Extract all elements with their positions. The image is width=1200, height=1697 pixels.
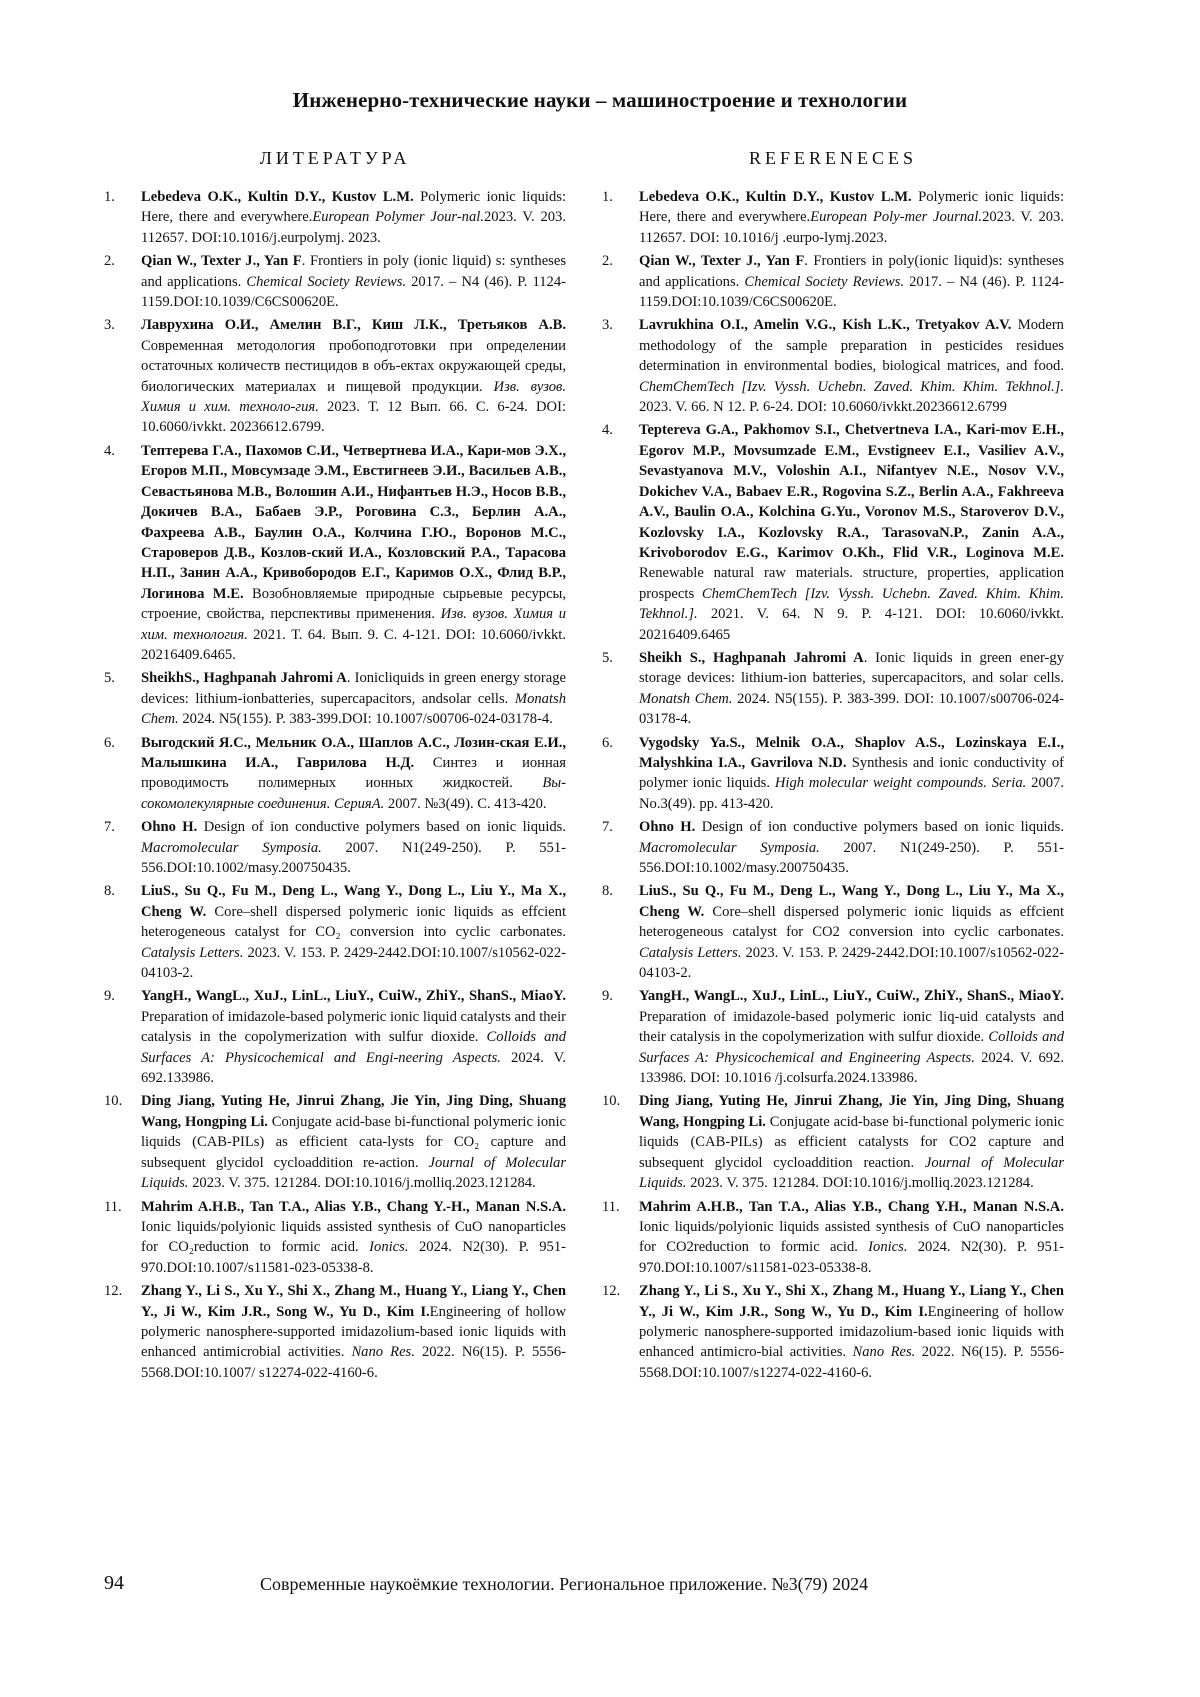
reference-authors: Выгодский Я.С., Мельник О.А., Шаплов А.С., Лозин-ская Е.И., Малышкина И.А., Гаврилова Н.Д.: [141, 734, 566, 771]
reference-item: [602, 420, 1064, 644]
reference-title: Conjugate acid-base bi-functional polymeric ionic liquids (CAB-PILs) as efficient cata-lysts for CO₂ capture and subsequent glycidol cycloaddition re-action.: [141, 1113, 566, 1171]
reference-authors: Zhang Y., Li S., Xu Y., Shi X., Zhang M., Huang Y., Liang Y., Chen Y., Ji W., Kim J.R., Song W., Yu D., Kim I.: [639, 1283, 1064, 1320]
reference-number: 6.: [602, 734, 613, 751]
reference-details: 2023. V. 203. 112657. DOI:10.1016/j.eurpolymj. 2023.: [141, 209, 566, 246]
reference-number: 3.: [602, 317, 613, 334]
reference-journal: Catalysis Letters.: [639, 944, 742, 961]
reference-number: 6.: [104, 734, 115, 751]
reference-authors: Ohno H.: [141, 819, 198, 836]
reference-journal: High molecular weight compounds. Seria.: [774, 775, 1027, 792]
reference-journal: Ionics.: [868, 1239, 908, 1256]
reference-journal: European Poly-mer Journal.: [810, 209, 983, 226]
reference-authors: Qian W., Texter J., Yan F: [141, 253, 302, 270]
reference-item: [602, 187, 1064, 248]
reference-item: [602, 251, 1064, 312]
reference-number: 7.: [104, 819, 115, 836]
reference-authors: Ding Jiang, Yuting He, Jinrui Zhang, Jie Yin, Jing Ding, Shuang Wang, Hongping Li.: [639, 1093, 1064, 1130]
reference-number: 11.: [104, 1198, 122, 1215]
reference-title: Design of ion conductive polymers based on ionic liquids.: [695, 819, 1064, 836]
reference-item: [104, 668, 566, 729]
reference-title: Возобновляемые природные сырьевые ресурсы, строение, свойства, перспективы применения.: [141, 585, 566, 623]
reference-authors: Lebedeva O.K., Kultin D.Y., Kustov L.M.: [639, 189, 912, 205]
running-header: Инженерно-технические науки – машиностроение и технологии: [292, 88, 908, 112]
reference-item: [602, 817, 1064, 878]
reference-title: Modern methodology of the sample preparation in pesticides residues determination in environmental bodies, biological matrices, and food.: [639, 317, 1064, 375]
reference-journal: Journal of Molecular Liquids.: [639, 1154, 1064, 1192]
reference-title: Synthesis and ionic conductivity of polymer ionic liquids.: [639, 754, 1064, 792]
reference-authors: Тептерева Г.А., Пахомов С.И., Четвертнева И.А., Кари-мов Э.Х., Егоров М.П., Мовсумзаде Э.М., Евстигнеев Э.И., Васильев А.В., Севастьянова М.В., Волошин А.И., Нифантьев Н.Э., Носов В.В., Докичев В.А., Бабаев Э.Р., Роговина С.З., Берлин А.А., Фахреева А.В., Баулин О.А., Колчина Г.Ю., Воронов М.С., Староверов Д.В., Козлов-ский И.А., Козловский Р.А., Тарасова Н.П., Занин А.А., Кривобородов Е.Г., Каримов О.Х., Флид В.Р., Логинова М.Е.: [141, 442, 566, 602]
reference-title: Core–shell dispersed polymeric ionic liquids as effcient heterogeneous catalyst for CO₂ conversion into cyclic carbonates.: [141, 903, 566, 941]
reference-details: 2024. N5(155). P. 383-399.DOI: 10.1007/s00706-024-03178-4.: [178, 711, 553, 728]
reference-journal: Catalysis Letters.: [141, 944, 244, 961]
reference-number: 12.: [602, 1283, 621, 1300]
reference-journal: Chemical Society Reviews.: [246, 273, 407, 290]
reference-details: 2024. N2(30). P. 951-970.DOI:10.1007/s11581-023-05338-8.: [639, 1239, 1065, 1276]
reference-authors: Lebedeva O.K., Kultin D.Y., Kustov L.M.: [141, 189, 414, 205]
reference-item: [104, 315, 566, 437]
journal-name: Современные наукоёмкие технологии. Региональное приложение. №3(79) 2024: [260, 1574, 869, 1594]
reference-list-en: [602, 187, 1064, 1383]
reference-item: [104, 1197, 566, 1279]
reference-details: 2024. N2(30). P. 951-970.DOI:10.1007/s11581-023-05338-8.: [141, 1239, 567, 1276]
reference-authors: YangH., WangL., XuJ., LinL., LiuY., CuiW., ZhiY., ShanS., MiaoY.: [639, 988, 1064, 1005]
reference-journal: Chemical Society Reviews.: [744, 273, 905, 290]
reference-journal: Monatsh Chem.: [639, 690, 733, 707]
reference-item: [104, 733, 566, 815]
reference-item: [104, 251, 566, 312]
reference-number: 10.: [602, 1093, 621, 1110]
reference-authors: Лаврухина О.И., Амелин В.Г., Киш Л.К., Третьяков А.В.: [141, 317, 566, 334]
reference-number: 2.: [602, 253, 613, 270]
reference-title: Preparation of imidazole-based polymeric ionic liquid catalysts and their catalysis in the copolymerization with sulfur dioxide.: [141, 1008, 566, 1046]
reference-item: [104, 441, 566, 665]
reference-journal: Macromolecular Symposia.: [639, 839, 820, 856]
reference-details: 2021. V. 64. N 9. P. 4-121. DOI: 10.6060/ivkkt. 20216409.6465: [639, 606, 1064, 643]
reference-number: 4.: [602, 422, 613, 439]
reference-authors: Zhang Y., Li S., Xu Y., Shi X., Zhang M., Huang Y., Liang Y., Chen Y., Ji W., Kim J.R., Song W., Yu D., Kim I.: [141, 1283, 566, 1320]
reference-journal: European Polymer Jour-nal.: [312, 209, 484, 226]
reference-details: 2022. N6(15). P. 5556-5568.DOI:10.1007/s12274-022-4160-6.: [639, 1344, 1064, 1381]
reference-authors: LiuS., Su Q., Fu M., Deng L., Wang Y., Dong L., Liu Y., Ma X., Cheng W.: [639, 883, 1064, 920]
reference-number: 8.: [602, 883, 613, 900]
reference-item: [104, 881, 566, 983]
reference-authors: Teptereva G.A., Pakhomov S.I., Chetvertneva I.A., Kari-mov E.H., Egorov M.P., Movsumzade E.M., Evstigneev E.I., Vasiliev A.V., Sevastyanova M.V., Voloshin A.I., Nifantyev N.E., Nosov V.V., Dokichev V.A., Babaev E.R., Rogovina S.Z., Berlin A.A., Fakhreeva A.V., Baulin O.A., Kolchina G.Yu., Voronov M.S., Staroverov D.V., Kozlovsky I.A., Kozlovsky R.A., TarasovaN.P., Zanin A.A., Krivoborodov E.G., Karimov O.Kh., Flid V.R., Loginova M.E.: [639, 422, 1064, 561]
reference-number: 9.: [602, 988, 613, 1005]
reference-journal: Journal of Molecular Liquids.: [141, 1154, 566, 1192]
reference-item: [602, 648, 1064, 730]
reference-details: 2021. Т. 64. Вып. 9. С. 4-121. DOI: 10.6060/ivkkt. 20216409.6465.: [141, 626, 566, 663]
reference-details: 2023. V. 375. 121284. DOI:10.1016/j.molliq.2023.121284.: [188, 1175, 536, 1192]
reference-item: [104, 187, 566, 248]
reference-number: 5.: [104, 670, 115, 687]
reference-number: 7.: [602, 819, 613, 836]
reference-journal: Изв. вузов. Химия и хим. технология.: [141, 606, 566, 643]
reference-details: 2007. N1(249-250). P. 551-556.DOI:10.1002/masy.200750435.: [141, 839, 567, 876]
reference-item: [104, 986, 566, 1088]
reference-title: Ionic liquids/polyionic liquids assisted synthesis of CuO nanoparticles for CO2reduction to formic acid.: [639, 1218, 1064, 1256]
reference-journal: Nano Res.: [852, 1344, 916, 1361]
reference-title: Engineering of hollow polymeric nanosphere-supported imidazolium-based ionic liquids with enhanced antimicrobial activities.: [141, 1303, 566, 1361]
reference-details: 2024. N5(155). P. 383-399. DOI: 10.1007/s00706-024-03178-4.: [639, 690, 1064, 728]
reference-details: 2024. V. 692. 133986. DOI: 10.1016 /j.colsurfa.2024.133986.: [639, 1049, 1064, 1087]
reference-journal: Colloids and Surfaces A: Physicochemical and Engineering Aspects.: [639, 1029, 1064, 1066]
reference-details: 2007. No.3(49). pp. 413-420.: [639, 775, 1064, 812]
reference-authors: Qian W., Texter J., Yan F: [639, 253, 805, 270]
reference-title: Core–shell dispersed polymeric ionic liquids as effcient heterogeneous catalyst for CO2 conversion into cyclic carbonates.: [639, 903, 1064, 941]
reference-item: [602, 315, 1064, 417]
reference-details: 2023. V. 375. 121284. DOI:10.1016/j.molliq.2023.121284.: [686, 1175, 1034, 1192]
reference-number: 2.: [104, 253, 115, 270]
literature-heading: ЛИТЕРАТУРА: [259, 148, 411, 168]
reference-details: 2017. – N4 (46). P. 1124-1159.DOI:10.1039/C6CS00620E.: [639, 273, 1064, 311]
reference-journal: Colloids and Surfaces A: Physicochemical and Engi-neering Aspects.: [141, 1029, 566, 1066]
reference-number: 1.: [104, 189, 115, 205]
reference-authors: YangH., WangL., XuJ., LinL., LiuY., CuiW., ZhiY., ShanS., MiaoY.: [141, 988, 566, 1005]
reference-item: [602, 1281, 1064, 1383]
reference-item: [104, 1091, 566, 1193]
page-number: 94: [104, 1572, 124, 1594]
reference-number: 9.: [104, 988, 115, 1005]
reference-authors: Lavrukhina O.I., Amelin V.G., Kish L.K., Tretyakov A.V.: [639, 317, 1012, 334]
references-column-en: [602, 148, 1064, 1386]
reference-authors: Ding Jiang, Yuting He, Jinrui Zhang, Jie Yin, Jing Ding, Shuang Wang, Hongping Li.: [141, 1093, 566, 1130]
reference-title: Современная методология пробоподготовки при определении остаточных количеств пестицидов в объ-ектах окружающей среды, биологических материалах и пищевой продукции.: [141, 337, 566, 395]
literature-column-ru: [104, 148, 566, 1386]
reference-authors: LiuS., Su Q., Fu M., Deng L., Wang Y., Dong L., Liu Y., Ma X., Cheng W.: [141, 883, 566, 920]
references-heading: REFERENECES: [748, 148, 917, 168]
reference-details: 2017. – N4 (46). P. 1124-1159.DOI:10.1039/C6CS00620E.: [141, 273, 566, 311]
reference-number: 4.: [104, 442, 115, 459]
reference-title: . Ionicliquids in green energy storage devices: lithium‑ionbatteries, supercapacitors, andsolar cells.: [141, 670, 566, 707]
reference-authors: Vygodsky Ya.S., Melnik O.A., Shaplov A.S., Lozinskaya E.I., Malyshkina I.A., Gavrilova N.D.: [639, 734, 1064, 771]
reference-title: Renewable natural raw materials. structure, properties, application prospects: [639, 565, 1064, 602]
reference-number: 12.: [104, 1283, 123, 1300]
reference-number: 11.: [602, 1198, 620, 1215]
reference-item: [602, 1091, 1064, 1193]
reference-details: 2023. V. 66. N 12. P. 6-24. DOI: 10.6060/ivkkt.20236612.6799: [639, 399, 1007, 416]
reference-journal: Вы-сокомолекулярные соединения. СерияА.: [141, 775, 566, 812]
reference-journal: Ionics.: [369, 1239, 409, 1256]
reference-title: . Frontiers in poly (ionic liquid) s: syntheses and applications.: [141, 253, 567, 290]
reference-details: 2024. V. 692.133986.: [141, 1049, 566, 1087]
reference-details: 2023. V. 153. P. 2429-2442.DOI:10.1007/s10562-022-04103-2.: [639, 944, 1064, 982]
reference-authors: Sheikh S., Haghpanah Jahromi A: [639, 649, 864, 666]
reference-title: Conjugate acid-base bi-functional polymeric ionic liquids (CAB-PILs) as efficient catalysts for CO2 capture and subsequent glycidol cycloaddition reaction.: [639, 1113, 1064, 1171]
reference-details: 2022. N6(15). P. 5556-5568.DOI:10.1007/ s12274-022-4160-6.: [141, 1344, 566, 1381]
reference-list-ru: [104, 187, 566, 1383]
reference-journal: Monatsh Chem.: [141, 690, 566, 728]
reference-title: Preparation of imidazole-based polymeric ionic liq-uid catalysts and their catalysis in the copolymerization with sulfur dioxide.: [639, 1008, 1064, 1046]
reference-item: [602, 1197, 1064, 1279]
reference-journal: ChemChemTech [Izv. Vyssh. Uchebn. Zaved. Khim. Khim. Tekhnol.].: [639, 585, 1064, 623]
reference-journal: Nano Res.: [351, 1344, 415, 1361]
reference-details: 2023. V. 153. P. 2429-2442.DOI:10.1007/s10562-022-04103-2.: [141, 944, 566, 982]
reference-journal: ChemChemTech [Izv. Vyssh. Uchebn. Zaved. Khim. Khim. Tekhnol.].: [639, 378, 1064, 395]
reference-title: Engineering of hollow polymeric nanosphere-supported imidazolium-based ionic liquids with enhanced antimicro-bial activities.: [639, 1303, 1064, 1361]
reference-authors: Mahrim A.H.B., Tan T.A., Alias Y.B., Chang Y.‑H., Manan N.S.A.: [141, 1198, 566, 1215]
reference-details: 2007. N1(249-250). P. 551-556.DOI:10.1002/masy.200750435.: [639, 839, 1065, 876]
reference-number: 5.: [602, 649, 613, 666]
reference-number: 8.: [104, 883, 115, 900]
reference-details: 2023. V. 203. 112657. DOI: 10.1016/j .eurpo-lymj.2023.: [639, 209, 1064, 246]
reference-number: 1.: [602, 189, 613, 205]
reference-number: 3.: [104, 317, 115, 334]
reference-details: 2007. №3(49). С. 413-420.: [384, 795, 547, 812]
reference-title: Синтез и ионная проводимость полимерных ионных жидкостей.: [141, 754, 566, 792]
reference-item: [104, 1281, 566, 1383]
reference-title: . Frontiers in poly(ionic liquid)s: syntheses and applications.: [639, 253, 1064, 290]
reference-item: [602, 733, 1064, 815]
reference-authors: Mahrim A.H.B., Tan T.A., Alias Y.B., Chang Y.H., Manan N.S.A.: [639, 1198, 1064, 1215]
reference-title: Polymeric ionic liquids: Here, there and everywhere.: [141, 189, 567, 226]
reference-item: [602, 881, 1064, 983]
reference-number: 10.: [104, 1093, 123, 1110]
reference-details: 2023. Т. 12 Вып. 66. С. 6-24. DOI: 10.6060/ivkkt. 20236612.6799.: [141, 399, 566, 436]
reference-title: Polymeric ionic liquids: Here, there and everywhere.: [639, 189, 1065, 226]
reference-item: [602, 986, 1064, 1088]
reference-item: [104, 817, 566, 878]
reference-authors: SheikhS., Haghpanah Jahromi A: [141, 670, 347, 687]
reference-title: . Ionic liquids in green ener-gy storage devices: lithium‑ion batteries, supercapacitors, and solar cells.: [639, 649, 1064, 687]
reference-authors: Ohno H.: [639, 819, 696, 836]
reference-title: Design of ion conductive polymers based on ionic liquids.: [197, 819, 566, 836]
reference-journal: Macromolecular Symposia.: [141, 839, 322, 856]
reference-journal: Изв. вузов. Химия и хим. техноло-гия.: [141, 378, 567, 416]
reference-title: Ionic liquids/polyionic liquids assisted synthesis of CuO nanoparticles for CO₂reduction to formic acid.: [141, 1218, 566, 1256]
